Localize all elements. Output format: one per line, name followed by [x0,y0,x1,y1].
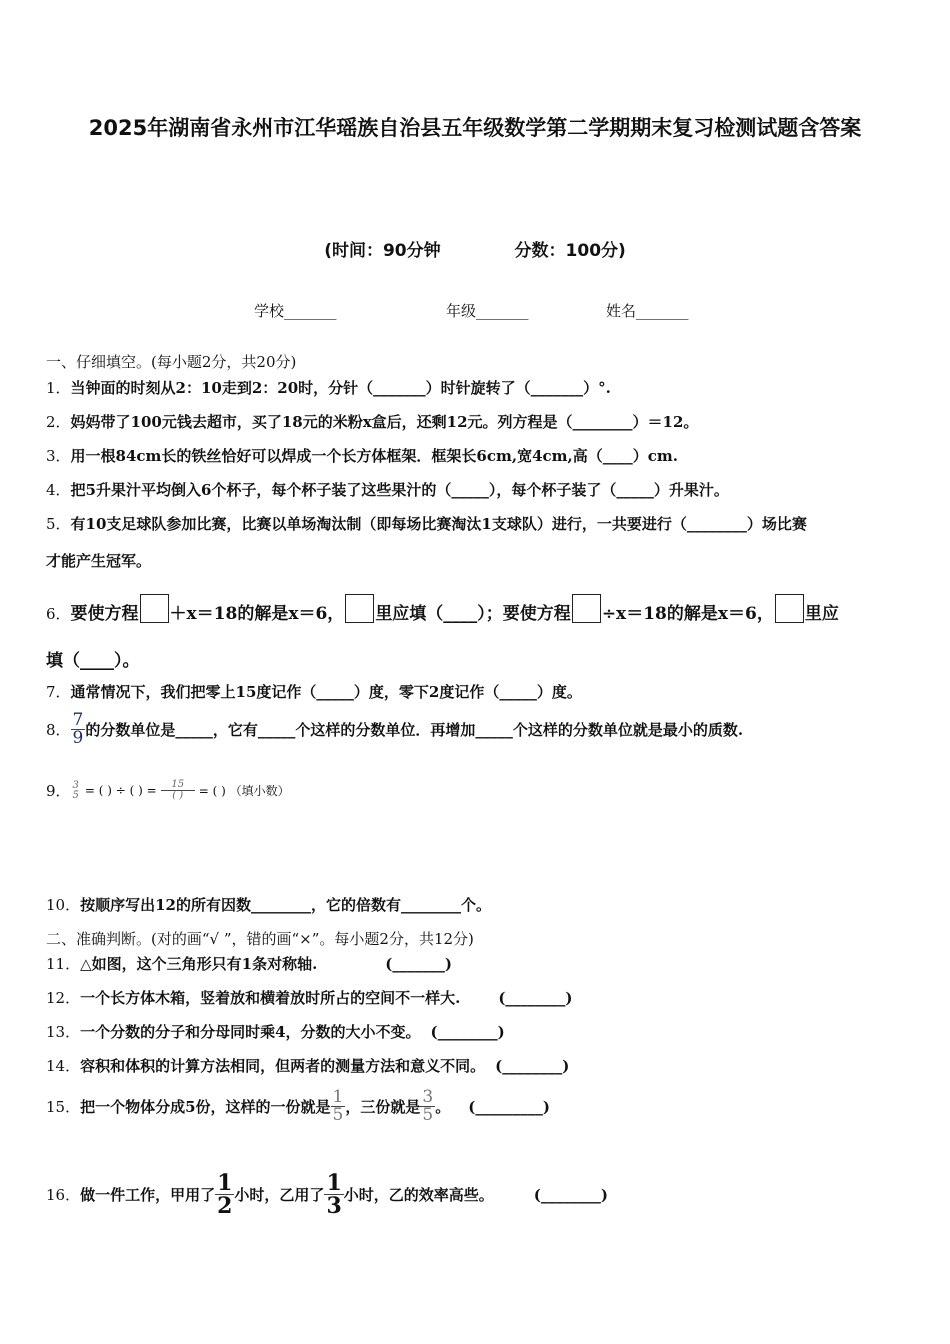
question-number: 4． [46,481,71,499]
question-9 [46,780,290,801]
question-number: 14． [46,1057,81,1075]
question-text: 一个分数的分子和分母同时乘4，分数的大小不变。 [80,1023,421,1041]
question-text: 通常情况下，我们把零上15度记作（_____）度，零下2度记作（_____）度。 [70,683,582,701]
question-5 [46,513,807,534]
school-field: 学校_______ [254,302,337,320]
question-4 [46,479,729,500]
question-number: 13． [46,1023,81,1041]
exam-score: 分数：100分) [514,241,626,261]
fraction: $\frac{3}{5}$ [422,1087,434,1125]
question-text: ＋x＝18的解是x＝6， [169,604,345,624]
answer-box [345,594,374,623]
question-7 [46,681,582,702]
question-text: 妈妈带了100元钱去超市，买了18元的米粉x盒后，还剩12元。列方程是（________）＝12。 [70,413,699,431]
question-text: △如图，这个三角形只有1条对称轴. [80,955,318,973]
question-number: 8． [46,721,71,739]
fraction: $\frac{1}{2}$ [217,1170,233,1219]
answer-blank: (________) [533,1185,608,1204]
question-16 [46,1172,608,1217]
answer-blank: (_________) [468,1097,550,1116]
question-text: 当钟面的时刻从2：10走到2：20时，分针（_______）时针旋转了（_______）°. [70,379,611,397]
question-number: 16． [46,1186,81,1204]
fraction: $\frac{1}{5}$ [332,1087,344,1125]
question-8 [46,712,743,747]
exam-time: (时间：90分钟 [324,241,441,261]
question-number: 3． [46,447,71,465]
name-field: 姓名_______ [606,302,689,320]
question-text: 把一个物体分成5份，这样的一份就是 [80,1098,331,1116]
answer-blank: (________) [430,1023,505,1041]
answer-box [775,594,804,623]
question-number: 9． [46,782,71,800]
question-text: 容积和体积的计算方法相同，但两者的测量方法和意义不同。 [80,1057,486,1075]
answer-blank: (________) [498,989,573,1007]
question-text: 要使方程 [70,604,139,624]
question-12 [46,987,573,1008]
fraction: $\frac{1}{3}$ [326,1170,342,1219]
question-text: 小时，乙用了 [234,1186,325,1204]
question-text: 里应 [804,604,839,624]
question-2 [46,411,698,432]
fraction: $\frac{15}{( )}$ [161,780,195,801]
question-text: = ( ) （填小数） [198,784,290,798]
question-5-continued: 才能产生冠军。 [46,552,152,570]
section-1-heading: 一、仔细填空。(每小题2分，共20分) [46,353,297,371]
question-6-continued: 填（____）。 [46,651,140,671]
answer-blank: (________) [495,1057,570,1075]
question-text: 用一根84cm长的铁丝恰好可以焊成一个长方体框架．框架长6cm,宽4cm,高（____）cm. [70,447,678,465]
question-1 [46,377,611,398]
question-number: 5． [46,515,71,533]
question-text: = ( ) ÷ ( ) = [84,783,157,798]
grade-field: 年级_______ [446,302,529,320]
question-text: ，三份就是 [345,1098,421,1116]
answer-box [140,594,169,623]
question-text: 的分数单位是_____，它有_____个这样的分数单位．再增加_____个这样的分数单位就是最小的质数. [85,721,744,739]
answer-blank: (_______) [385,955,452,973]
question-10 [46,894,491,915]
question-text: ÷x＝18的解是x＝6， [601,604,774,624]
fraction: 3 5 [72,779,79,801]
question-number: 2． [46,413,71,431]
question-text: 把5升果汁平均倒入6个杯子，每个杯子装了这些果汁的（_____），每个杯子装了（_____）升果汁。 [70,481,729,499]
question-text: 做一件工作，甲用了 [80,1186,216,1204]
question-text: 按顺序写出12的所有因数________，它的倍数有________个。 [80,896,491,914]
question-number: 15． [46,1098,81,1116]
question-text: 。 [435,1098,451,1116]
section-2-heading: 二、准确判断。(对的画“√ ”，错的画“×”。每小题2分，共12分) [46,930,474,948]
question-text: 小时，乙的效率高些。 [343,1186,494,1204]
question-text: 一个长方体木箱，竖着放和横着放时所占的空间不一样大. [80,989,461,1007]
question-11 [46,953,452,974]
question-text: 有10支足球队参加比赛，比赛以单场淘汰制（即每场比赛淘汰1支球队）进行，一共要进行（________）场比赛 [70,515,807,533]
page-title: 2025年湖南省永州市江华瑶族自治县五年级数学第二学期期末复习检测试题含答案 [88,116,862,140]
question-number: 1． [46,379,71,397]
exam-meta [0,236,950,261]
question-number: 11． [46,955,81,973]
fraction: $\frac{7}{9}$ [72,710,84,748]
question-3 [46,445,678,466]
question-number: 6． [46,605,71,623]
question-number: 12． [46,989,81,1007]
question-6 [46,594,839,624]
question-13 [46,1021,505,1042]
question-15 [46,1089,550,1124]
answer-box [572,594,601,623]
question-14 [46,1055,569,1076]
question-number: 10． [46,896,81,914]
question-text: 里应填（____）；要使方程 [375,604,571,624]
question-number: 7． [46,683,71,701]
